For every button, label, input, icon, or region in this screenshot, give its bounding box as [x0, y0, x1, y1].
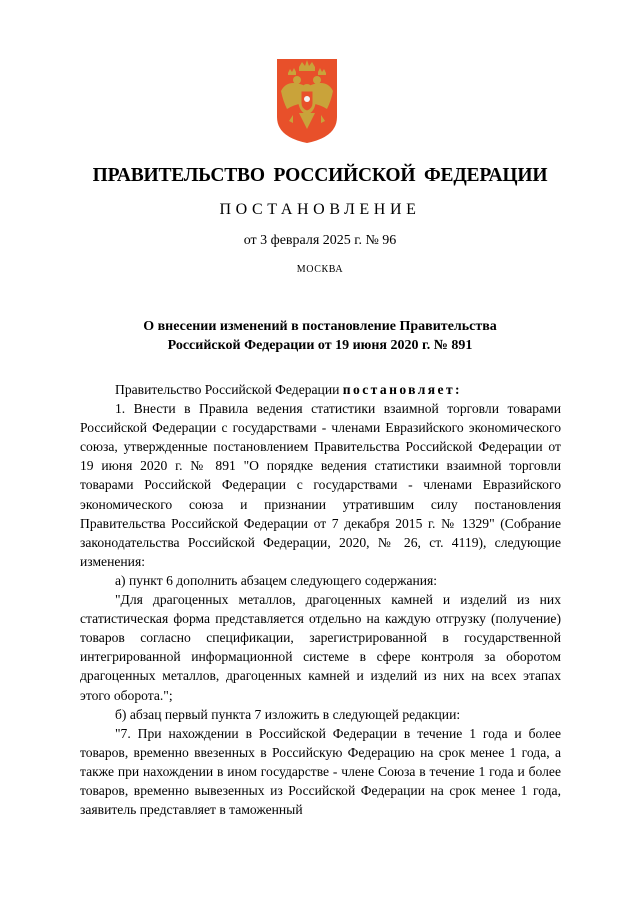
paragraph-quote-a: "Для драгоценных металлов, драгоценных камней и изделий из них статистическая форма представляется отдельно на каждую отгрузку (получение) товаров согласно спецификации, зарегистрированной в государственной интегрированной информационной системе в сфере контроля за оборотом драгоценных металлов, драгоценных камней и изделий из них на всех этапах этого оборота."; — [80, 592, 561, 703]
document-body — [80, 380, 561, 819]
paragraph-item-1: 1. Внести в Правила ведения статистики взаимной торговли товарами Российской Федерации с государствами - членами Евразийского экономического союза, утвержденные постановлением Правительства Российской Федерации от 19 июня 2020 г. № 891 "О порядке ведения статистики взаимной торговли товарами Российской Федерации с государствами - членами Евразийского экономического союза и признании утратившим силу постановления Правительства Российской Федерации от 7 декабря 2015 г. № 1329" (Собрание законодательства Российской Федерации, 2020, № 26, ст. 4119), следующие изменения: — [80, 401, 561, 569]
document-city: МОСКВА — [296, 264, 344, 275]
document-type: ПОСТАНОВЛЕНИЕ — [219, 201, 421, 218]
subject-line-2: Российской Федерации от 19 июня 2020 г. № 891 — [167, 338, 473, 353]
document-date: от 3 февраля 2025 г. № 96 — [243, 233, 397, 248]
paragraph-quote-b: "7. При нахождении в Российской Федерации в течение 1 года и более товаров, временно ввезенных в Российскую Федерацию на срок менее 1 года, а также при нахождении в ином государстве - члене Союза в течение 1 года и более товаров, временно вывезенных из Российской Федерации на срок менее 1 года, заявитель представляет в таможенный — [80, 725, 561, 818]
russian-coat-of-arms-icon — [275, 57, 339, 145]
opening-decree: постановляет: — [342, 382, 462, 397]
document-subject — [0, 317, 640, 355]
paragraph-item-b: б) абзац первый пункта 7 изложить в следующей редакции: — [115, 706, 461, 722]
government-title: ПРАВИТЕЛЬСТВО РОССИЙСКОЙ ФЕДЕРАЦИИ — [92, 165, 548, 186]
opening-prefix: Правительство Российской Федерации — [115, 382, 343, 397]
subject-line-1: О внесении изменений в постановление Правительства — [143, 319, 497, 334]
paragraph-item-a: а) пункт 6 дополнить абзацем следующего содержания: — [115, 572, 438, 588]
opening-paragraph — [80, 380, 561, 399]
